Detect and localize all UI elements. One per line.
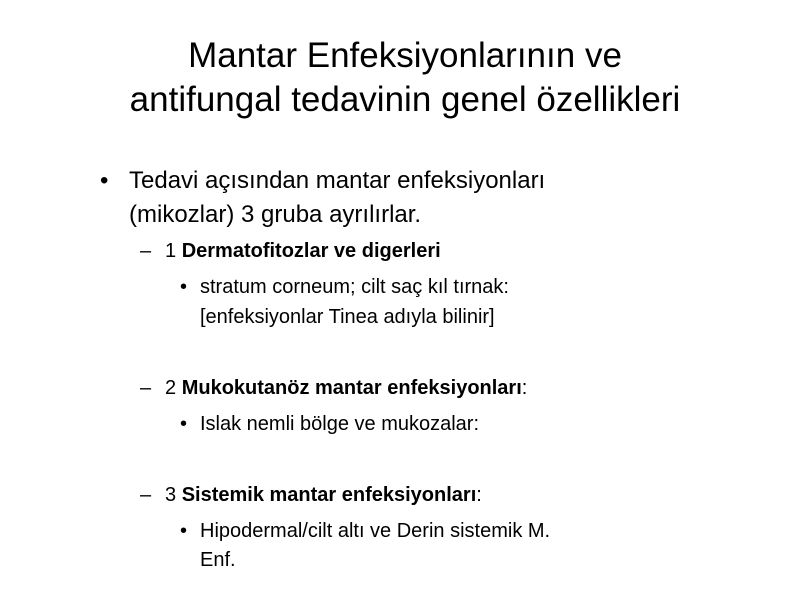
group-1-heading [165, 237, 441, 265]
main-point-line-1: Tedavi açısından mantar enfeksiyonları [129, 167, 546, 194]
group-3-suffix: : [476, 484, 482, 506]
group-2-suffix: : [521, 377, 528, 399]
group-2-name: Mukokutanöz mantar enfeksiyonları [181, 377, 522, 399]
bullet-icon: • [100, 167, 109, 194]
group-3-heading [165, 481, 482, 509]
group-1-name: Dermatofitozlar ve digerleri [181, 240, 441, 262]
group-2-heading [165, 374, 527, 402]
group-1-number: 1 [165, 240, 177, 262]
group-2-detail-line-1: Islak nemli bölge ve mukozalar: [200, 413, 480, 435]
bullet-icon: • [180, 413, 188, 435]
group-3-detail-line-2: Enf. [200, 549, 236, 571]
group-3-detail-line-1: Hipodermal/cilt altı ve Derin sistemik M. [200, 520, 551, 542]
main-point-line-2: (mikozlar) 3 gruba ayrılırlar. [129, 201, 422, 228]
dash-icon: – [140, 484, 152, 506]
group-3-number: 3 [165, 484, 177, 506]
dash-icon: – [140, 377, 152, 399]
bullet-icon: • [180, 520, 188, 542]
group-3-name: Sistemik mantar enfeksiyonları [181, 484, 477, 506]
group-2-number: 2 [165, 377, 177, 399]
group-1-detail-line-1: stratum corneum; cilt saç kıl tırnak: [200, 276, 509, 298]
group-1-detail-line-2: [enfeksiyonlar Tinea adıyla bilinir] [200, 306, 495, 328]
title-line-1: Mantar Enfeksiyonlarının ve [188, 36, 622, 75]
dash-icon: – [140, 240, 152, 262]
bullet-icon: • [180, 276, 188, 298]
title-line-2: antifungal tedavinin genel özellikleri [129, 80, 681, 119]
